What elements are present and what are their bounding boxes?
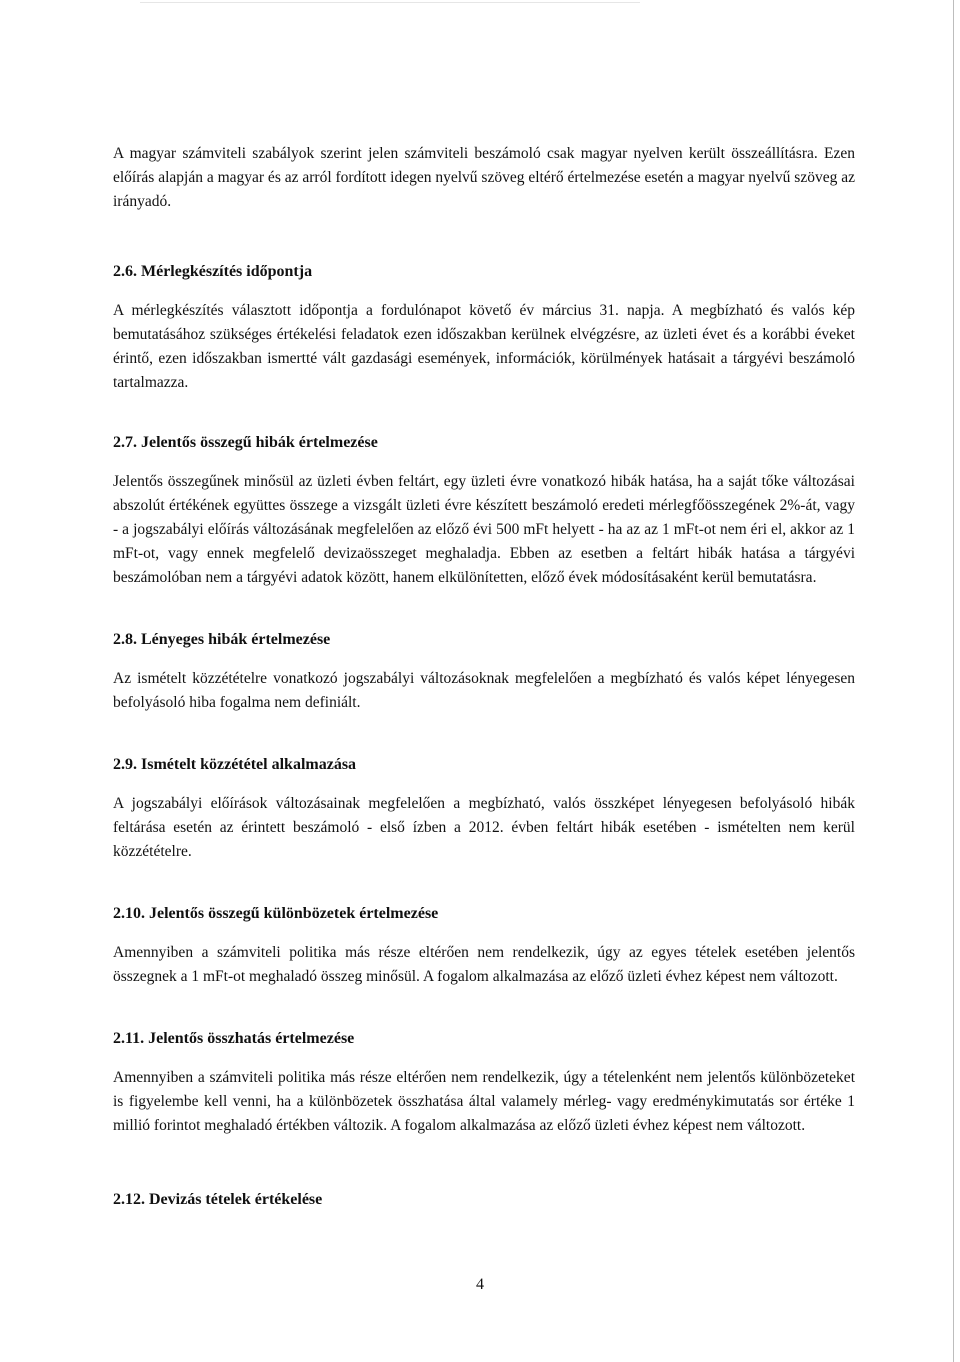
section-paragraph: Amennyiben a számviteli politika más része eltérően nem rendelkezik, úgy a tételenként nem jelentős különbözeteket is figyelembe kell venni, ha a különbözetek összhatása által valamely mérleg- vagy eredménykimutatás sor értéke 1 millió forintot meghaladó értékben változik. A fogalom alkalmazása az előző üzleti évhez képest nem változott. bbox=[113, 1069, 855, 1134]
scan-artifact-top bbox=[140, 2, 640, 3]
section-paragraph: Az ismételt közzétételre vonatkozó jogszabályi változásoknak megfelelően a megbízható és valós képet lényegesen befolyásoló hiba fogalma nem definiált. bbox=[113, 670, 855, 711]
section-heading: 2.11. Jelentős összhatás értelmezése bbox=[113, 1030, 355, 1047]
section-2-10 bbox=[113, 902, 855, 989]
section-heading: 2.9. Ismételt közzététel alkalmazása bbox=[113, 756, 357, 773]
section-2-9 bbox=[113, 753, 855, 864]
page-number: 4 bbox=[476, 1276, 484, 1293]
section-paragraph: Amennyiben a számviteli politika más része eltérően nem rendelkezik, úgy az egyes tételek esetében jelentős összegnek a 1 mFt-ot meghaladó összeg minősül. A fogalom alkalmazása az előző üzleti évhez képest nem változott. bbox=[113, 944, 855, 985]
section-2-8 bbox=[113, 628, 855, 715]
section-2-12 bbox=[113, 1188, 855, 1212]
scan-artifact-edge bbox=[953, 0, 954, 1362]
section-heading: 2.8. Lényeges hibák értelmezése bbox=[113, 631, 331, 648]
section-2-7 bbox=[113, 431, 855, 590]
section-2-6 bbox=[113, 260, 855, 395]
document-body bbox=[113, 142, 855, 1227]
section-heading: 2.6. Mérlegkészítés időpontja bbox=[113, 263, 313, 280]
section-heading: 2.7. Jelentős összegű hibák értelmezése bbox=[113, 434, 378, 451]
section-heading: 2.12. Devizás tételek értékelése bbox=[113, 1191, 323, 1208]
intro-paragraph: A magyar számviteli szabályok szerint jelen számviteli beszámoló csak magyar nyelven került összeállításra. Ezen előírás alapján a magyar és az arról fordított idegen nyelvű szöveg eltérő értelmezése esetén a magyar nyelvű szöveg az irányadó. bbox=[113, 145, 855, 210]
section-paragraph: A jogszabályi előírások változásainak megfelelően a megbízható, valós összképet lényegesen befolyásoló hibák feltárása esetén az érintett beszámoló - első ízben a 2012. évben feltárt hibák esetében - ismételten nem kerül közzétételre. bbox=[113, 795, 855, 860]
section-paragraph: A mérlegkészítés választott időpontja a fordulónapot követő év március 31. napja. A megbízható és valós kép bemutatásához szükséges értékelési feladatok ezen időszakban kerülnek elvégzésre, az üzleti évet és a korábbi éveket érintő, ezen időszakban ismertté vált gazdasági események, információk, körülmények hatásait a tárgyévi beszámoló tartalmazza. bbox=[113, 302, 855, 391]
section-paragraph: Jelentős összegűnek minősül az üzleti évben feltárt, egy üzleti évre vonatkozó hibák hatása, ha a saját tőke változásai abszolút értékének együttes összege a vizsgált üzleti évre készített beszámoló eredeti mérlegfőösszegének 2%-át, vagy - a jogszabályi előírás változásának megfelelően az előző évi 500 mFt helyett - ha az az 1 mFt-ot nem éri el, akkor az 1 mFt-ot, vagy ennek megfelelő devizaösszeget meghaladja. Ebben az esetben a feltárt hibák hatása a tárgyévi beszámolóban nem a tárgyévi adatok között, hanem elkülönítetten, előző évek módosításaként kerül bemutatásra. bbox=[113, 473, 855, 586]
section-2-11 bbox=[113, 1027, 855, 1138]
section-heading: 2.10. Jelentős összegű különbözetek értelmezése bbox=[113, 905, 439, 922]
